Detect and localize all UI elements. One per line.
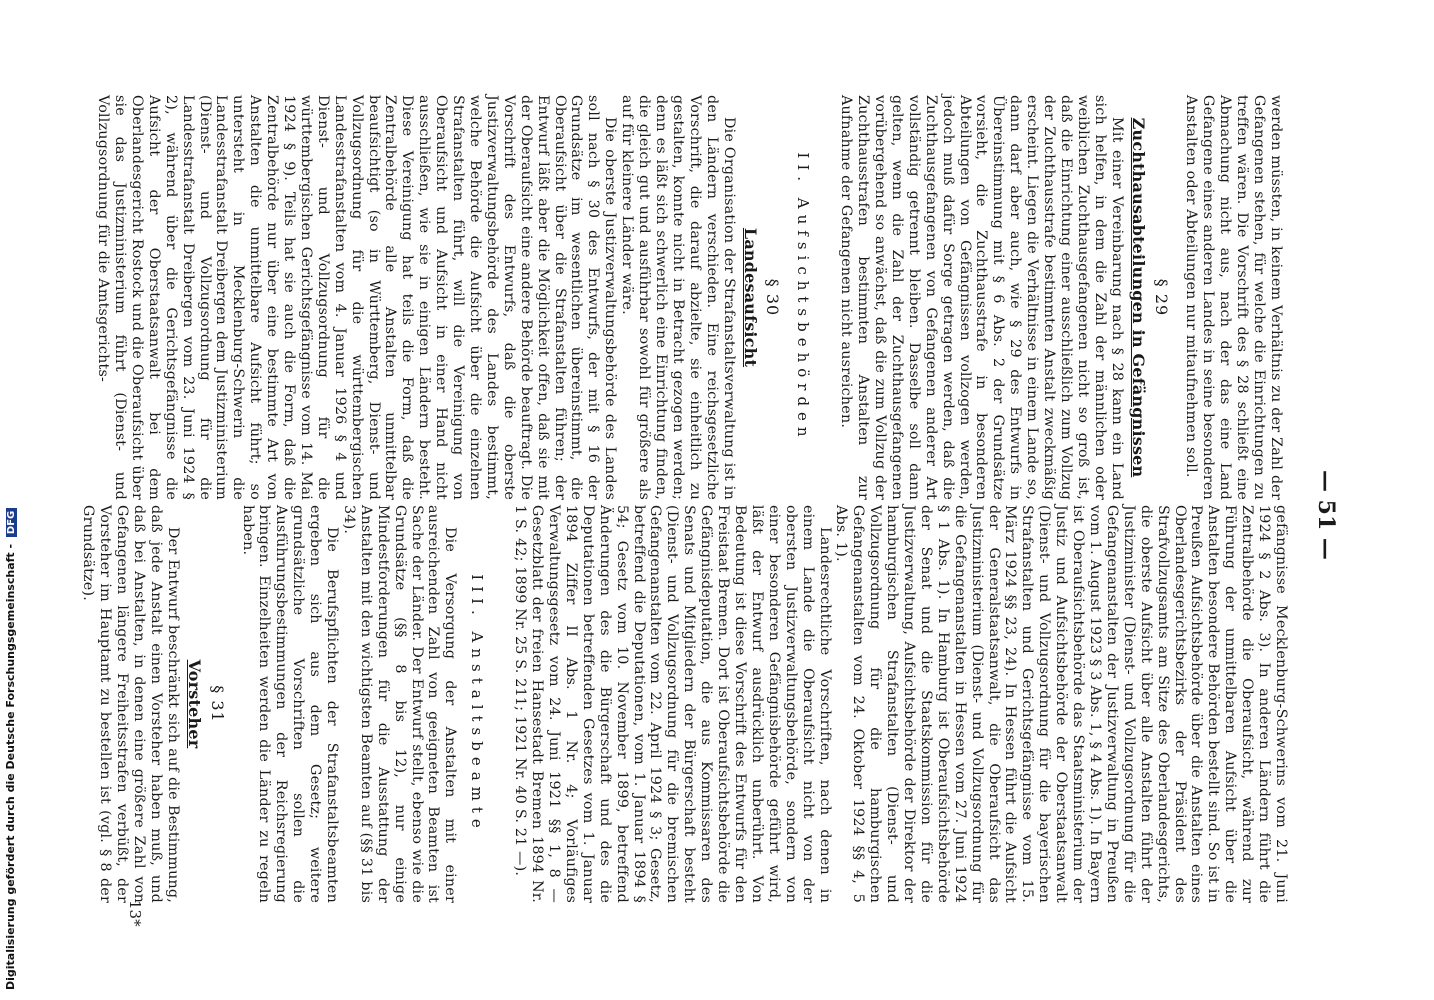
paragraph-berufspflichten: Die Berufspflichten der Strafanstaltsbeamten ergeben sich aus dem Gesetz; weitere grundsätzliche Vorschriften sollen die Ausführungsbestimmungen der Reichsregierung bringen. Einzelheiten werden die Länder zu regeln haben. [239,505,341,903]
paragraph-number-29: § 29 [1151,278,1171,317]
heading-landesaufsicht: Landesaufsicht [740,227,760,368]
heading-zuchthausabteilungen: Zuchthausabteilungen in Gefängnissen [1128,117,1148,478]
section-anstaltsbeamte: III. Anstaltsbeamte [468,574,487,834]
heading-vorsteher: Vorsteher [184,659,204,749]
paragraph-intro-left: gefängnisse Mecklenburg-Schwerins vom 21. Juni 1924 § 2 Abs. 3). In anderen Ländern führt die Zentralbehörde die Oberaufsicht, während zur Führung der unmittelbaren Aufsicht über die Anstalten besondere Behörden bestellt sind. So ist in Preußen Aufsichtsbehörde über die Anstalten eines Oberlandesgerichtsbezirks der Präsident des Strafvollzugsamts am Sitze des Oberlandesgerichts, die oberste Aufsicht über alle Anstalten führt der Justizminister (Dienst- und Vollzugsordnung für die Gefangenanstalten der Justizverwaltung in Preußen vom 1. August 1923 § 3 Abs. 1, § 4 Abs. 1). In Bayern ist Oberaufsichtsbehörde das Staatsministerium der Justiz und Aufsichtsbehörde der Oberstaatsanwalt (Dienst- und Vollzugsordnung für die bayerischen Strafanstalten und Gerichtsgefängnisse vom 15. März 1924 §§ 23, 24). In Hessen führt die Aufsicht der Generalstaatsanwalt, die Oberaufsicht das Justizministerium (Dienst- und Vollzugsordnung für die Gefangenanstalten in Hessen vom 27. Juni 1924 § 1 Abs. 1). In Hamburg ist Oberaufsichtsbehörde der Senat und die Staatskommission für die Justizverwaltung, Aufsichtsbehörde der Direktor der hamburgischen Strafanstalten (Dienst- und Vollzugsordnung für die hamburgischen Gefangenanstalten vom 24. Oktober 1924 §§ 4, 5 Abs. 1). [833,505,1289,903]
dfg-credit-strip [0,0,22,1000]
paragraph-30-text-2: Die oberste Justizverwaltungsbehörde des Landes soll nach § 30 des Entwurfs, der mit § 16 der Grundsätze im wesentlichen übereinstimmt, die Oberaufsicht über die Strafanstalten führen; der Entwurf läßt aber die Möglichkeit offen, daß sie mit der Oberaufsicht eine andere Behörde beauftragt. Die Vorschrift des Entwurfs, daß die oberste Justizverwaltungsbehörde des Landes bestimmt, welche Behörde die Aufsicht über die einzelnen Strafanstalten führt, will die Vereinigung von Oberaufsicht und Aufsicht in einer Hand nicht ausschließen, wie sie in einigen Ländern besteht. Diese Vereinigung hat teils die Form, daß die Zentralbehörde alle Anstalten unmittelbar beaufsichtigt (so in Württemberg, Dienst- und Vollzugsordnung für die württembergischen Landesstrafanstalten vom 4. Januar 1926 § 4 und Dienst- und Vollzugsordnung für die württembergischen Gerichtsgefängnisse vom 14. Mai 1924 § 9). Teils hat sie auch die Form, daß die Zentralbehörde nur über eine bestimmte Art von Anstalten die unmittelbare Aufsicht führt; so untersteht in Mecklenburg-Schwerin die Landesstrafanstalt Dreibergen dem Justizministerium (Dienst- und Vollzugsordnung für die Landesstrafanstalt Dreibergen vom 23. Juni 1924 § 2), während über die Gerichtsgefängnisse die Aufsicht der Oberstaatsanwalt bei dem Oberlandesgericht Rostock und die Oberaufsicht über sie das Justizministerium führt (Dienst- und Vollzugsordnung für die Amtsgerichts- [95,95,619,500]
dfg-logo: DFG [6,508,17,537]
credit-text: Digitalisierung gefördert durch die Deutsche Forschungsgemeinschaft - [4,543,17,990]
paragraph-number-30: § 30 [763,278,783,317]
footer-signature-mark: 13* [126,900,144,927]
section-aufsichtsbehoerden: II. Aufsichtsbehörden [794,152,813,443]
page-number: — 51 — [1313,470,1339,560]
paragraph-number-31: § 31 [207,685,227,723]
paragraph-29-text: Mit einer Vereinbarung nach § 28 kann ein Land sich helfen, in dem die Zahl der männlichen oder weiblichen Zuchthausgefangenen nicht so groß ist, daß die Einrichtung einer ausschließlich zum Vollzug der Zuchthausstrafe bestimmten Anstalt zweckmäßig erscheint. Liegen die Verhältnisse in einem Lande so, dann darf aber auch, wie § 29 des Entwurfs in Übereinstimmung mit § 6 Abs. 2 der Grundsätze vorsieht, die Zuchthausstrafe in besonderen Abteilungen von Gefängnissen vollzogen werden, jedoch muß dafür Sorge getragen werden, daß die Zuchthausgefangenen von Gefangenen anderer Art vollständig getrennt bleiben. Dasselbe soll dann gelten, wenn die Zahl der Zuchthausgefangenen vorübergehend so anwächst, daß die zum Vollzug der Zuchthausstrafen bestimmten Anstalten zur Aufnahme der Gefangenen nicht ausreichen. [838,95,1125,500]
paragraph-31-text: Der Entwurf beschränkt sich auf die Bestimmung, daß jede Anstalt einen Vorsteher haben muß, und daß bei Anstalten, in denen eine größere Zahl von Gefangenen längere Freiheitsstrafen verbüßt, der Vorsteher im Hauptamt zu bestellen ist (vgl. § 8 der Grundsätze). [80,505,181,903]
paragraph-30-text-1: Die Organisation der Strafanstaltsverwaltung ist in den Ländern verschieden. Eine reichsgesetzliche Vorschrift, die darauf abzielte, sie einheitlich zu gestalten, konnte nicht in Betracht gezogen werden; denn es läßt sich schwerlich eine Einrichtung finden, die gleich gut und ausführbar sowohl für größere als auf für kleinere Länder wäre. [619,95,737,500]
dfg-credit-text [4,508,17,990]
paragraph-versorgung: Die Versorgung der Anstalten mit einer ausreichenden Zahl von geeigneten Beamten ist Sache der Länder. Der Entwurf stellt, ebenso wie die Grundsätze (§§ 8 bis 12), nur einige Mindestforderungen für die Ausstattung der Anstalten mit den wichtigsten Beamten auf (§§ 31 bis 34). [340,505,459,903]
paragraph-intro: werden müssten, in keinem Verhältnis zu der Zahl der Gefangenen stehen, für welche die Einrichtungen zu treffen wären. Die Vorschrift des § 28 schließt eine Abmachung nicht aus, nach der das eine Land Gefangene eines anderen Landes in seine besonderen Anstalten oder Abteilungen nur mitaufnehmen soll. [1183,95,1284,500]
paragraph-landesrechtlich: Landesrechtliche Vorschriften, nach denen in einem Lande die Oberaufsicht nicht von der obersten Justizverwaltungsbehörde, sondern von einer besonderen Gefängnisbehörde geführt wird, läßt der Entwurf ausdrücklich unberührt. Von Bedeutung ist diese Vorschrift des Entwurfs für den Freistaat Bremen. Dort ist Oberaufsichtsbehörde die Gefängnisdeputation, die aus Kommissaren des Senats und Mitgliedern der Bürgerschaft besteht (Dienst- und Vollzugsordnung für die bremischen Gefangenanstalten vom 22. April 1924 § 3; Gesetz, betreffend die Deputationen, vom 1. Januar 1894 § 54; Gesetz vom 10. November 1899, betreffend Änderungen des die Bürgerschaft und des die Deputationen betreffenden Gesetzes vom 1. Januar 1894 Ziffer II Abs. 1 Nr. 4; Vorläufiges Verwaltungsgesetz vom 24. Juni 1921 §§ 1, 8 — Gesetzblatt der freien Hansestadt Bremen 1894 Nr. 1 S. 42; 1899 Nr. 25 S. 211; 1921 Nr. 40 S. 21 —). [512,505,833,903]
